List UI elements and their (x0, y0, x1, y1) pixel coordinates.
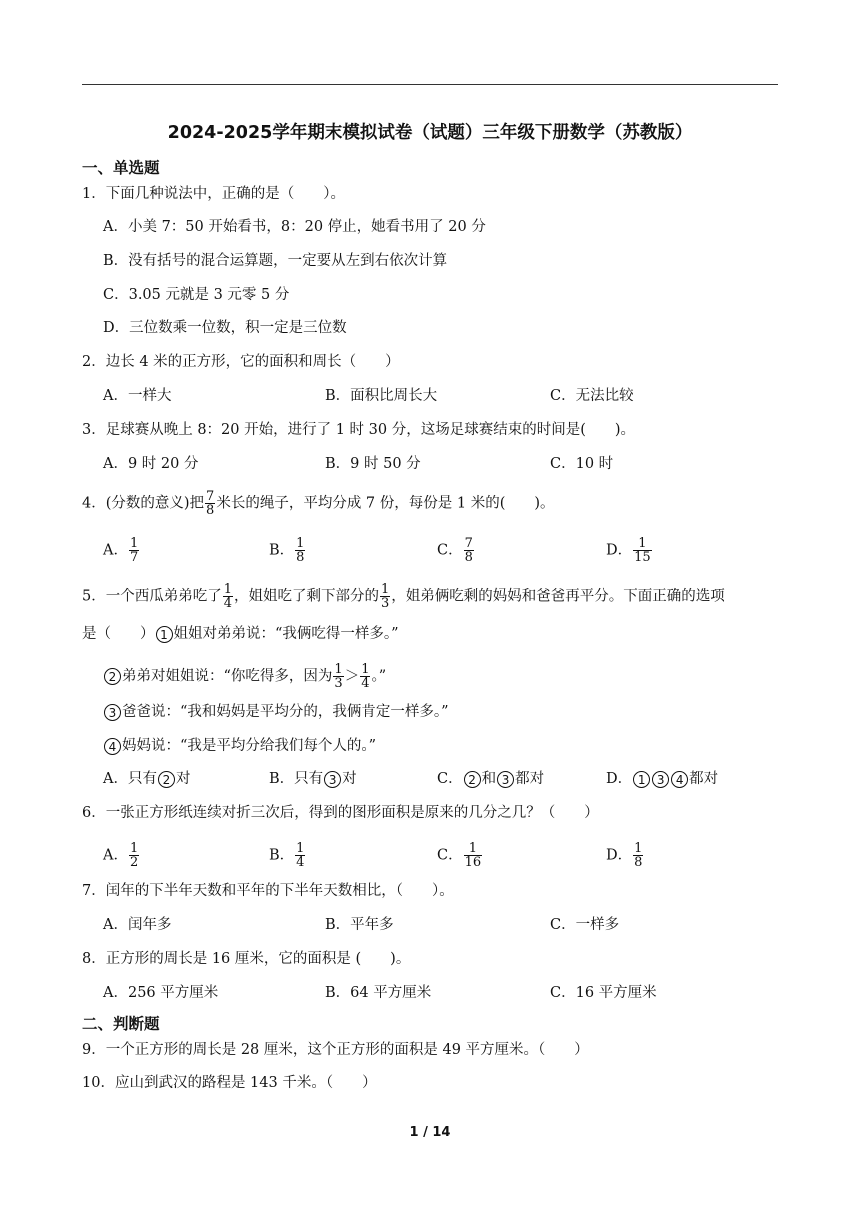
question-8-option-a: A．256 平方厘米 (103, 985, 219, 1001)
question-8-option-c: C．16 平方厘米 (550, 985, 657, 1001)
section-heading-true-false: 二、判断题 (82, 1015, 160, 1033)
question-5-statement-3: 3 爸爸说：“我和妈妈是平均分的，我俩肯定一样多。” (103, 702, 449, 722)
fraction: $\frac{1}{4}$ (296, 841, 305, 870)
question-3-stem: 3．足球赛从晚上 8：20 开始，进行了 1 时 30 分，这场足球赛结束的时间是( )。 (82, 422, 636, 438)
question-3-option-a: A．9 时 20 分 (103, 456, 199, 472)
circled-number: 2 (158, 771, 175, 788)
question-4-stem: 4．(分数的意义)把 $\frac{7}{8}$ 米长的绳子，平均分成 7 份，每份是 1 米的( )。 (82, 489, 555, 518)
question-2-option-c: C．无法比较 (550, 388, 634, 404)
question-6-stem: 6．一张正方形纸连续对折三次后，得到的图形面积是原来的几分之几？（ ） (82, 805, 599, 821)
question-1-option-b: B．没有括号的混合运算题，一定要从左到右依次计算 (103, 253, 448, 269)
question-6-option-d: D． $\frac{1}{8}$ (606, 841, 643, 870)
page-title: 2024-2025学年期末模拟试卷（试题）三年级下册数学（苏教版） (167, 123, 693, 143)
question-7-option-b: B．平年多 (325, 917, 394, 933)
question-7-stem: 7．闰年的下半年天数和平年的下半年天数相比，（ ）。 (82, 883, 454, 899)
question-8-option-b: B．64 平方厘米 (325, 985, 432, 1001)
circled-number: 4 (104, 738, 121, 755)
circled-number: 2 (464, 771, 481, 788)
question-5-option-b: B．只有 3 对 (269, 771, 357, 787)
question-5-statement-4: 4 妈妈说：“我是平均分给我们每个人的。” (103, 736, 376, 756)
circled-number: 3 (324, 771, 341, 788)
question-7-option-a: A．闰年多 (103, 917, 172, 933)
question-4-option-d: D． $\frac{1}{15}$ (606, 536, 651, 565)
question-9-stem: 9．一个正方形的周长是 28 厘米，这个正方形的面积是 49 平方厘米。（ ） (82, 1042, 589, 1058)
fraction: $\frac{7}{8}$ (206, 489, 215, 518)
circled-number: 3 (652, 771, 669, 788)
question-5-statement-2: 2 弟弟对姐姐说：“你吃得多，因为 $\frac{1}{3}$ ＞ $\frac{1}{4}$ 。” (103, 663, 386, 690)
section-heading-single-choice: 一、单选题 (82, 159, 160, 177)
question-8-stem: 8．正方形的周长是 16 厘米，它的面积是 ( )。 (82, 951, 411, 967)
question-4-option-b: B． $\frac{1}{8}$ (269, 536, 305, 565)
fraction: $\frac{1}{3}$ (381, 582, 390, 611)
fraction: $\frac{1}{7}$ (129, 536, 139, 565)
fraction: $\frac{1}{8}$ (296, 536, 305, 565)
circled-number: 1 (156, 626, 173, 643)
question-5-option-a: A．只有 2 对 (103, 771, 191, 787)
question-5-option-c: C． 2 和 3 都对 (437, 771, 545, 787)
question-1-option-c: C．3.05 元就是 3 元零 5 分 (103, 287, 290, 303)
question-10-stem: 10．应山到武汉的路程是 143 千米。（ ） (82, 1075, 377, 1091)
fraction: $\frac{1}{16}$ (464, 841, 482, 870)
question-2-option-b: B．面积比周长大 (325, 388, 438, 404)
fraction: $\frac{7}{8}$ (464, 536, 473, 565)
circled-number: 3 (104, 704, 121, 721)
question-4-option-c: C． $\frac{7}{8}$ (437, 536, 473, 565)
fraction: $\frac{1}{2}$ (129, 841, 139, 870)
fraction: $\frac{1}{4}$ (361, 662, 370, 691)
fraction: $\frac{1}{8}$ (634, 841, 643, 870)
question-2-option-a: A．一样大 (103, 388, 172, 404)
circled-number: 2 (104, 668, 121, 685)
fraction: $\frac{1}{3}$ (334, 662, 343, 691)
circled-number: 3 (497, 771, 514, 788)
question-5-statement-1: 是（ ） 1 姐姐对弟弟说：“我俩吃得一样多。” (82, 626, 399, 642)
question-5-stem: 5．一个西瓜弟弟吃了 $\frac{1}{4}$ ，姐姐吃了剩下部分的 $\frac{1}{3}$ ，姐弟俩吃剩的妈妈和爸爸再平分。下面正确的选项 (82, 582, 725, 611)
question-3-option-c: C．10 时 (550, 456, 614, 472)
header-rule (82, 84, 778, 85)
question-3-option-b: B．9 时 50 分 (325, 456, 421, 472)
question-1-option-d: D．三位数乘一位数，积一定是三位数 (103, 320, 347, 336)
question-7-option-c: C．一样多 (550, 917, 620, 933)
question-6-option-a: A． $\frac{1}{2}$ (103, 841, 139, 870)
question-1-stem: 1．下面几种说法中，正确的是（ ）。 (82, 186, 345, 202)
question-2-stem: 2．边长 4 米的正方形，它的面积和周长（ ） (82, 354, 400, 370)
circled-number: 1 (633, 771, 650, 788)
question-4-option-a: A． $\frac{1}{7}$ (103, 536, 139, 565)
fraction: $\frac{1}{4}$ (223, 582, 233, 611)
circled-number: 4 (671, 771, 688, 788)
fraction: $\frac{1}{15}$ (634, 536, 651, 565)
question-1-option-a: A．小美 7：50 开始看书，8：20 停止，她看书用了 20 分 (103, 219, 486, 235)
question-5-option-d: D． 1 3 4 都对 (606, 771, 719, 787)
question-6-option-c: C． $\frac{1}{16}$ (437, 841, 482, 870)
page-number: 1 / 14 (409, 1125, 451, 1140)
question-6-option-b: B． $\frac{1}{4}$ (269, 841, 305, 870)
